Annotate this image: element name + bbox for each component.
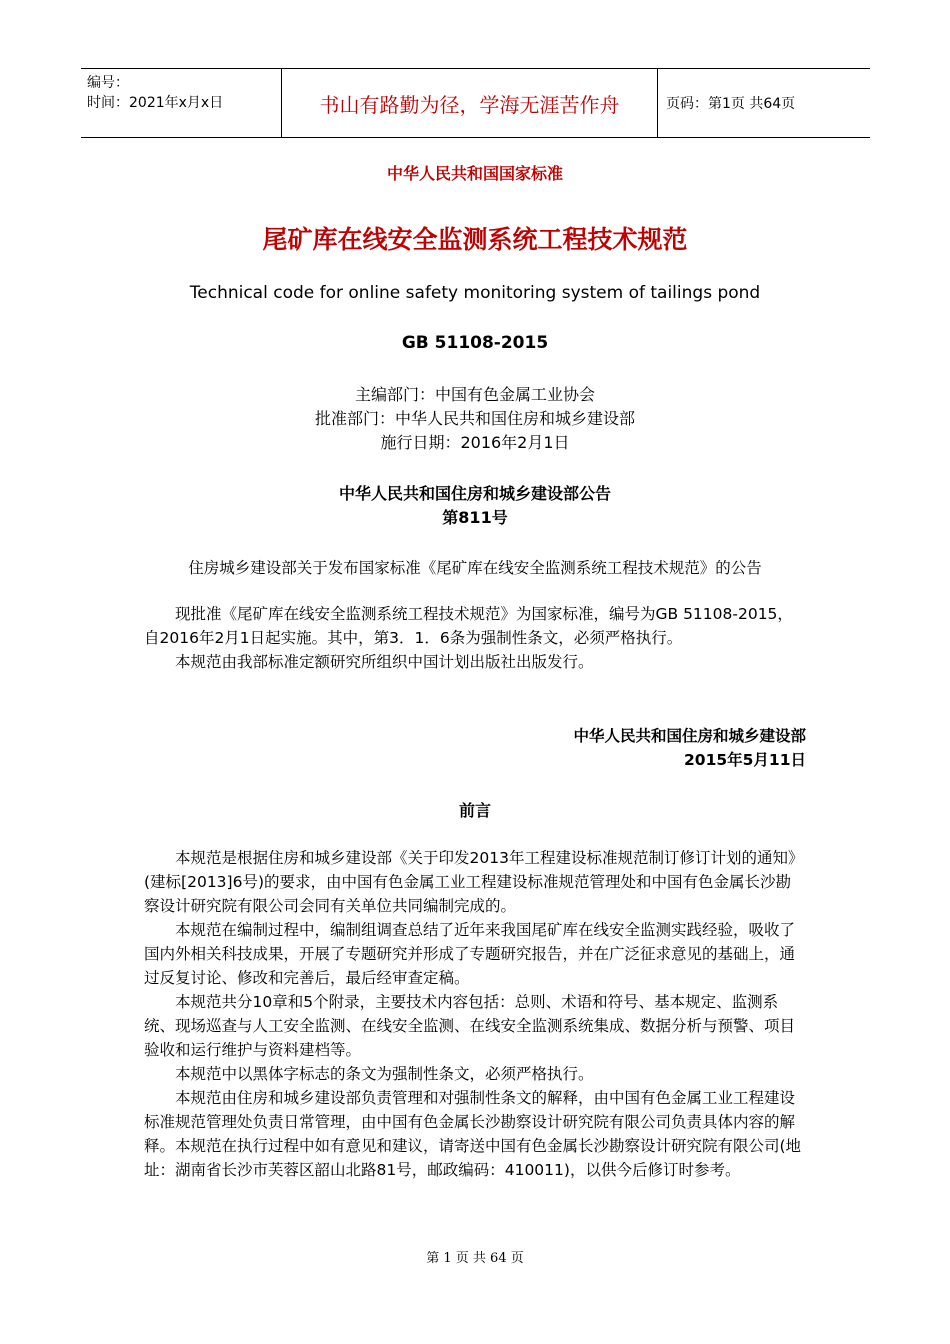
effective-date: 施行日期：2016年2月1日 xyxy=(380,433,570,452)
announcement-paragraph: 现批准《尾矿库在线安全监测系统工程技术规范》为国家标准，编号为GB 51108-2015，自2016年2月1日起实施。其中，第3．1．6条为强制性条文，必须严格执行。 xyxy=(144,605,793,647)
motto: 书山有路勤为径，学海无涯苦作舟 xyxy=(282,69,658,137)
preface-paragraph: 本规范中以黑体字标志的条文为强制性条文，必须严格执行。 xyxy=(175,1065,594,1083)
signature-block xyxy=(573,724,806,772)
preface-paragraph: 本规范是根据住房和城乡建设部《关于印发2013年工程建设标准规范制订修订计划的通知》(建标[2013]6号)的要求，由中国有色金属工业工程建设标准规范管理处和中国有色金属长沙勘察设计研究院有限公司会同有关单位共同编制完成的。 xyxy=(144,849,804,915)
preface-paragraph: 本规范在编制过程中，编制组调查总结了近年来我国尾矿库在线安全监测实践经验，吸收了国内外相关科技成果，开展了专题研究并形成了专题研究报告，并在广泛征求意见的基础上，通过反复讨论、修改和完善后，最后经审查定稿。 xyxy=(144,921,796,987)
announcement-subject: 住房城乡建设部关于发布国家标准《尾矿库在线安全监测系统工程技术规范》的公告 xyxy=(188,559,762,577)
preface-title: 前言 xyxy=(458,801,491,820)
page-info: 页码：第1页 共64页 xyxy=(666,96,796,112)
preface-paragraph: 本规范共分10章和5个附录，主要技术内容包括：总则、术语和符号、基本规定、监测系统、现场巡查与人工安全监测、在线安全监测、在线安全监测系统集成、数据分析与预警、项目验收和运行维护与资料建档等。 xyxy=(144,993,796,1059)
announcement-body xyxy=(144,602,804,674)
document-meta xyxy=(0,383,950,455)
number-label: 编号： xyxy=(87,75,129,91)
sign-date: 2015年5月11日 xyxy=(684,751,806,769)
page-footer: 第 1 页 共 64 页 xyxy=(426,1251,524,1266)
standard-category: 中华人民共和国国家标准 xyxy=(386,164,563,183)
chief-department: 主编部门：中国有色金属工业协会 xyxy=(354,385,595,404)
document-title: 尾矿库在线安全监测系统工程技术规范 xyxy=(262,225,688,254)
preface-body xyxy=(144,846,804,1182)
signer: 中华人民共和国住房和城乡建设部 xyxy=(573,727,806,745)
approval-department: 批准部门：中华人民共和国住房和城乡建设部 xyxy=(314,409,635,428)
date-label: 时间：2021年x月x日 xyxy=(87,95,224,111)
standard-code: GB 51108-2015 xyxy=(401,333,549,353)
document-title-english: Technical code for online safety monitoring system of tailings pond xyxy=(189,283,761,303)
announcement-title: 中华人民共和国住房和城乡建设部公告 xyxy=(338,484,611,503)
announcement-header xyxy=(0,482,950,530)
announcement-paragraph: 本规范由我部标准定额研究所组织中国计划出版社出版发行。 xyxy=(175,653,594,671)
announcement-number: 第811号 xyxy=(442,508,508,527)
header-table xyxy=(81,68,870,138)
header-left-cell xyxy=(81,69,282,137)
preface-paragraph: 本规范由住房和城乡建设部负责管理和对强制性条文的解释，由中国有色金属工业工程建设标准规范管理处负责日常管理，由中国有色金属长沙勘察设计研究院有限公司负责具体内容的解释。本规范在执行过程中如有意见和建议，请寄送中国有色金属长沙勘察设计研究院有限公司(地址：湖南省长沙市芙蓉区韶山北路81号，邮政编码：410011)，以供今后修订时参考。 xyxy=(144,1089,802,1179)
